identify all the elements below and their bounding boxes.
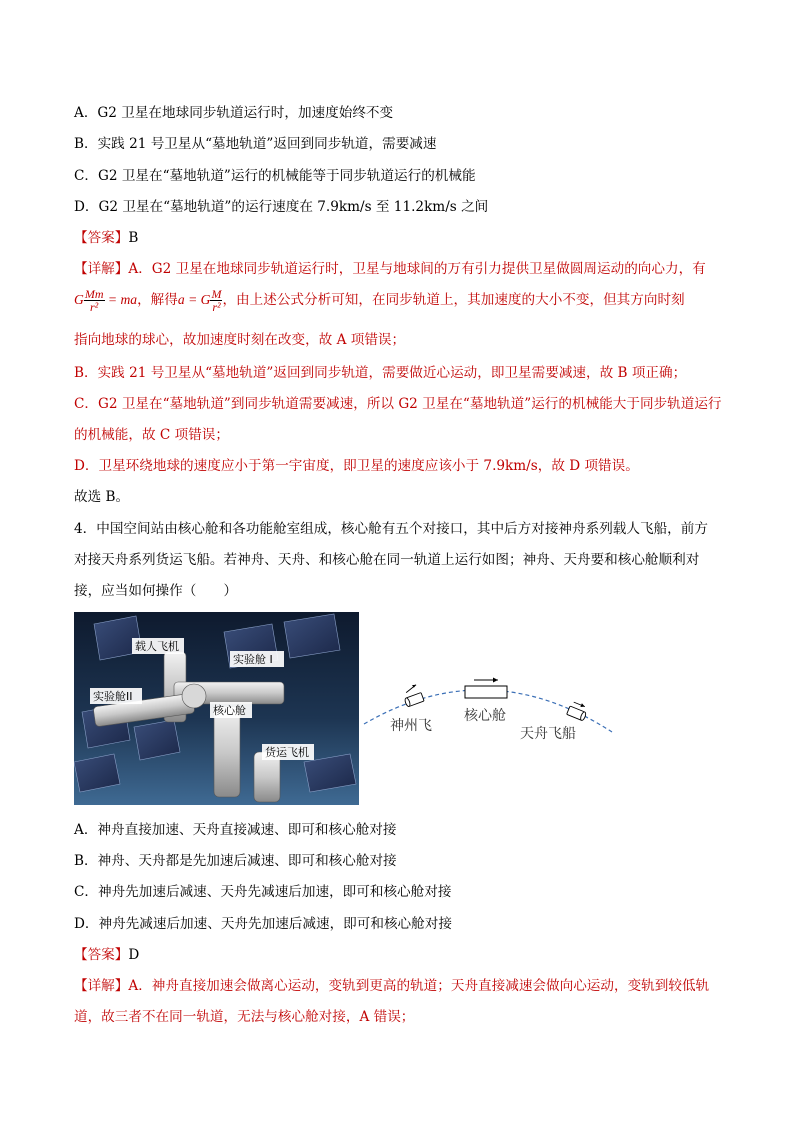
q3-explain-c-line2: 的机械能，故 C 项错误； xyxy=(74,427,229,443)
answer-value: D xyxy=(128,947,140,963)
fraction-denominator: r² xyxy=(212,300,221,314)
q4-answer xyxy=(74,946,139,964)
fraction-numerator: M xyxy=(211,287,222,301)
q4-option-d: D．神舟先减速后加速、天舟先加速后减速，即可和核心舱对接 xyxy=(74,916,452,932)
answer-tag: 【答案】 xyxy=(74,947,129,963)
explain-text: A．G2 卫星在地球同步轨道运行时，卫星与地球间的万有引力提供卫星做圆周运动的向心力，有 xyxy=(128,261,706,277)
explain-text: A．神舟直接加速会做离心运动，变轨到更高的轨道；天舟直接减速会做向心运动，变轨到较低轨 xyxy=(128,978,710,994)
q3-conclusion: 故选 B。 xyxy=(74,489,130,505)
q4-explain-a-line1 xyxy=(74,977,709,995)
q3-option-a: A．G2 卫星在地球同步轨道运行时，加速度始终不变 xyxy=(74,105,394,121)
fraction-numerator: Mm xyxy=(84,287,104,301)
q3-option-c: C．G2 卫星在“墓地轨道”运行的机械能等于同步轨道运行的机械能 xyxy=(74,168,476,184)
core-module-icon xyxy=(465,678,507,699)
formula-fraction-m xyxy=(210,288,222,313)
answer-tag: 【答案】 xyxy=(74,230,129,246)
formula-fraction-mm xyxy=(84,288,105,313)
space-station-photo xyxy=(74,612,359,805)
q4-option-c: C．神舟先加速后减速、天舟先减速后加速，即可和核心舱对接 xyxy=(74,884,452,900)
explain-tag: 【详解】 xyxy=(74,978,129,994)
q4-option-a: A．神舟直接加速、天舟直接减速、即可和核心舱对接 xyxy=(74,822,397,838)
diagram-label-core: 核心舱 xyxy=(464,708,506,724)
q3-explain-c-line1: C．G2 卫星在“墓地轨道”到同步轨道需要减速，所以 G2 卫星在“墓地轨道”运行的机械能大于同步轨道运行 xyxy=(74,396,722,412)
diagram-label-shenzhou: 神州飞 xyxy=(390,718,432,734)
q3-explain-a-line1 xyxy=(74,260,706,278)
formula-g: G xyxy=(74,292,84,307)
q4-option-b: B．神舟、天舟都是先加速后减速、即可和核心舱对接 xyxy=(74,853,397,869)
answer-value: B xyxy=(128,230,139,246)
q3-option-b: B．实践 21 号卫星从“墓地轨道”返回到同步轨道，需要减速 xyxy=(74,136,437,152)
q3-answer xyxy=(74,229,138,247)
q4-stem-line3: 接，应当如何操作（ ） xyxy=(74,583,238,599)
fraction-denominator: r² xyxy=(90,300,99,314)
photo-label-lab2: 实验舱II xyxy=(93,690,133,703)
explain-tag: 【详解】 xyxy=(74,261,129,277)
formula-rest-text: ，由上述公式分析可知，在同步轨道上，其加速度的大小不变，但其方向时刻 xyxy=(222,292,685,308)
q4-explain-a-line2: 道，故三者不在同一轨道，无法与核心舱对接，A 错误； xyxy=(74,1009,415,1025)
diagram-label-tianzhou: 天舟飞船 xyxy=(520,726,576,742)
tianzhou-icon xyxy=(567,700,590,722)
q4-stem-line2: 对接天舟系列货运飞船。若神舟、天舟、和核心舱在同一轨道上运行如图；神舟、天舟要和核心舱顺利对 xyxy=(74,552,700,568)
photo-label-cargo: 货运飞机 xyxy=(265,746,309,759)
formula-eq: = ma xyxy=(104,292,138,307)
photo-label-lab1: 实验舱 I xyxy=(233,653,273,666)
shenzhou-icon xyxy=(401,683,424,707)
orbit-diagram xyxy=(360,662,616,752)
photo-label-core: 核心舱 xyxy=(213,704,246,717)
q3-explain-formula-line xyxy=(74,286,685,314)
formula-a: a = G xyxy=(177,292,211,307)
q3-explain-a-line3: 指向地球的球心，故加速度时刻在改变，故 A 项错误； xyxy=(74,332,406,348)
photo-label-crew-ship: 载人飞机 xyxy=(135,640,179,653)
q3-explain-b: B．实践 21 号卫星从“墓地轨道”返回到同步轨道，需要做近心运动，即卫星需要减速，故 B 项正确； xyxy=(74,365,687,381)
q3-explain-d: D．卫星环绕地球的速度应小于第一宇宙度，即卫星的速度应该小于 7.9km/s，故 D 项错误。 xyxy=(74,458,639,474)
q4-stem-line1: 4．中国空间站由核心舱和各功能舱室组成，核心舱有五个对接口，其中后方对接神舟系列载人飞船，前方 xyxy=(74,521,708,537)
q3-option-d: D．G2 卫星在“墓地轨道”的运行速度在 7.9km/s 至 11.2km/s 之间 xyxy=(74,199,489,215)
formula-mid-text: ，解得 xyxy=(137,292,178,308)
